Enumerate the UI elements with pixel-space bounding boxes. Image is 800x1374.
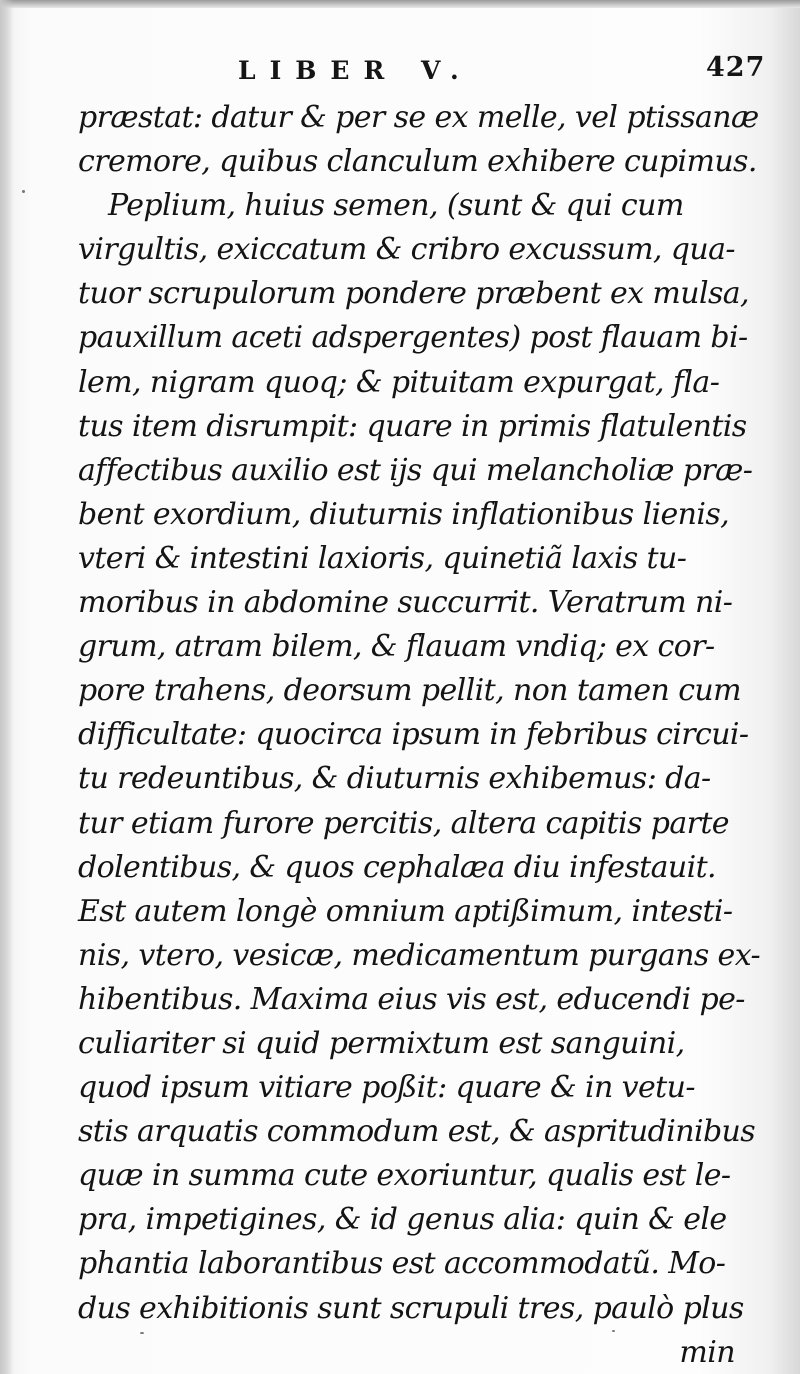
body-text — [78, 96, 761, 1374]
paragraph-start-line: Peplium, huius semen, (sunt & qui cum — [108, 188, 684, 224]
text-line: dus exhibitionis sunt scrupuli tres, paulò plus — [78, 1290, 744, 1326]
text-line: lem, nigram quoq; & pituitam expurgat, fla- — [78, 364, 720, 400]
page-number: 427 — [706, 52, 766, 83]
ink-speck — [140, 1332, 144, 1334]
text-line: vteri & intestini laxioris, quinetiã laxis tu- — [78, 540, 687, 576]
text-line: tu redeuntibus, & diuturnis exhibemus: da- — [78, 761, 711, 797]
text-line: grum, atram bilem, & flauam vndiq; ex cor- — [78, 629, 715, 665]
text-line: virgultis, exiccatum & cribro excussum, qua- — [78, 232, 735, 268]
text-line: culiariter si quid permixtum est sanguini, — [78, 1025, 685, 1061]
ink-speck — [22, 190, 25, 193]
text-line: pore trahens, deorsum pellit, non tamen cum — [78, 673, 741, 709]
text-line: præstat: datur & per se ex melle, vel ptissanæ — [78, 100, 759, 135]
text-line: quod ipsum vitiare poßit: quare & in vetu- — [78, 1070, 695, 1106]
text-line: tur etiam furore percitis, altera capitis parte — [78, 805, 729, 841]
ink-speck — [612, 1330, 615, 1332]
text-line: tuor scrupulorum pondere præbent ex mulsa, — [78, 276, 749, 312]
text-line: tus item disrumpit: quare in primis flatulentis — [78, 408, 747, 444]
text-line: Est autem longè omnium aptißimum, intesti- — [78, 893, 733, 929]
catchword: min — [679, 1334, 735, 1370]
text-line: dolentibus, & quos cephalæa diu infestauit. — [78, 849, 716, 885]
text-line: bent exordium, diuturnis inflationibus lienis, — [78, 496, 730, 532]
page-gutter-shadow — [0, 0, 14, 1374]
text-line: phantia laborantibus est accommodatũ. Mo- — [78, 1246, 726, 1282]
text-line: affectibus auxilio est ijs qui melancholiæ præ- — [78, 452, 753, 488]
text-line: pra, impetigines, & id genus alia: quin & ele — [78, 1202, 727, 1238]
running-head: LIBER V. — [238, 56, 473, 85]
text-line: pauxillum aceti adspergentes) post flauam bi- — [78, 320, 748, 356]
text-line: hibentibus. Maxima eius vis est, educendi pe- — [78, 981, 745, 1017]
text-line: quæ in summa cute exoriuntur, qualis est le- — [78, 1158, 731, 1194]
page-top-edge-shadow — [0, 0, 800, 8]
text-line: stis arquatis commodum est, & aspritudinibus — [78, 1114, 756, 1150]
text-line: difficultate: quocirca ipsum in febribus circui- — [78, 717, 749, 753]
text-line: moribus in abdomine succurrit. Veratrum ni- — [78, 585, 733, 621]
text-line: nis, vtero, vesicæ, medicamentum purgans ex- — [78, 937, 761, 973]
page-header — [0, 52, 800, 92]
text-line: cremore, quibus clanculum exhibere cupimus. — [78, 144, 757, 180]
